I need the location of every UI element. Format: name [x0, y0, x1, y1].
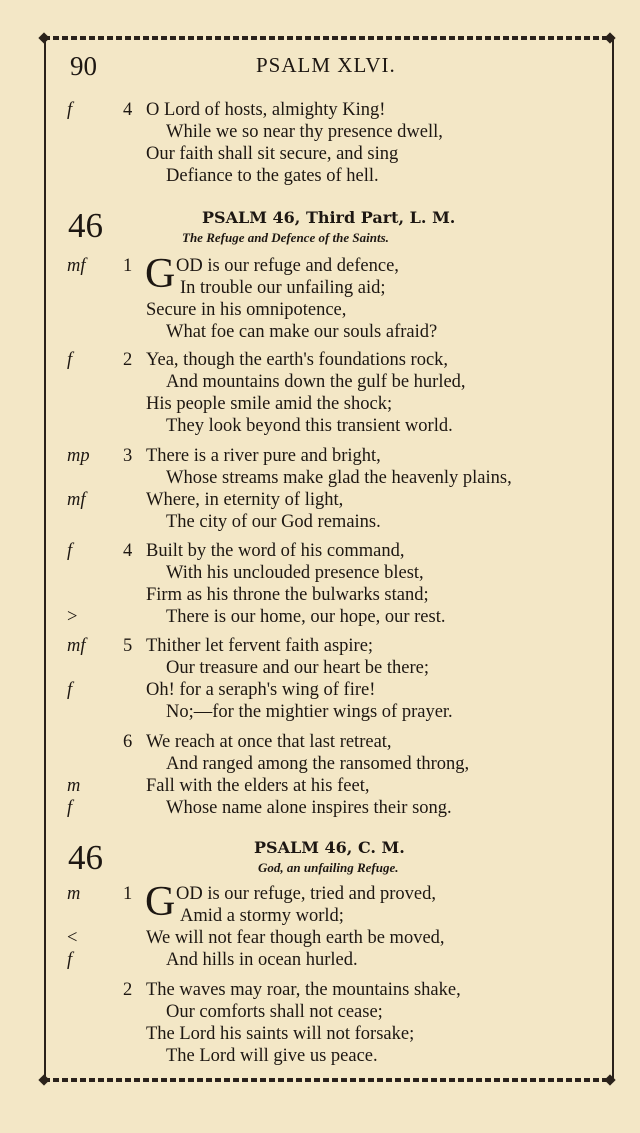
stanza-number: 2: [123, 980, 133, 1000]
verse-line: They look beyond this transient world.: [166, 416, 453, 436]
stanza-number: 4: [123, 541, 133, 561]
verse-line: In trouble our unfailing aid;: [180, 278, 386, 298]
dynamic-marking: f: [67, 350, 73, 370]
hymn-number: 46: [68, 838, 103, 877]
verse-line: No;—for the mightier wings of prayer.: [166, 702, 453, 722]
running-head: PSALM XLVI.: [256, 53, 396, 77]
stanza-number: 3: [123, 446, 133, 466]
verse-line: OD is our refuge and defence,: [176, 256, 399, 276]
dynamic-marking: m: [67, 776, 81, 796]
stanza-number: 4: [123, 100, 133, 120]
stanza-number: 2: [123, 350, 133, 370]
dynamic-marking: f: [67, 100, 73, 120]
hymn-subtitle: The Refuge and Defence of the Saints.: [182, 230, 389, 245]
verse-line: The city of our God remains.: [166, 512, 381, 532]
verse-line: O Lord of hosts, almighty King!: [146, 100, 386, 120]
verse-line: The Lord will give us peace.: [166, 1046, 378, 1066]
verse-line: Built by the word of his command,: [146, 541, 405, 561]
verse-line: His people smile amid the shock;: [146, 394, 393, 414]
verse-line: And ranged among the ransomed throng,: [166, 754, 470, 774]
drop-cap: G: [145, 879, 176, 925]
verse-line: There is a river pure and bright,: [146, 446, 381, 466]
verse-line: Our treasure and our heart be there;: [166, 658, 429, 678]
dynamic-marking: mf: [67, 256, 86, 276]
dynamic-marking: mp: [67, 446, 90, 466]
dynamic-marking: mf: [67, 490, 86, 510]
stanza-number: 1: [123, 884, 133, 904]
verse-line: Fall with the elders at his feet,: [146, 776, 370, 796]
verse-line: Secure in his omnipotence,: [146, 300, 347, 320]
verse-line: Amid a stormy world;: [180, 906, 344, 926]
page-number: 90: [70, 51, 97, 81]
verse-line: The Lord his saints will not forsake;: [146, 1024, 415, 1044]
verse-line: Our comforts shall not cease;: [166, 1002, 383, 1022]
stanza-number: 5: [123, 636, 133, 656]
verse-line: Thither let fervent faith aspire;: [146, 636, 374, 656]
verse-line: OD is our refuge, tried and proved,: [176, 884, 436, 904]
accent-marking: <: [67, 928, 78, 948]
drop-cap: G: [145, 251, 176, 297]
verse-line: Whose name alone inspires their song.: [166, 798, 452, 818]
stanza-number: 6: [123, 732, 133, 752]
dynamic-marking: f: [67, 798, 73, 818]
stanza-number: 1: [123, 256, 133, 276]
verse-line: And mountains down the gulf be hurled,: [166, 372, 466, 392]
accent-marking: >: [67, 607, 78, 627]
verse-line: Our faith shall sit secure, and sing: [146, 144, 399, 164]
verse-line: There is our home, our hope, our rest.: [166, 607, 446, 627]
verse-line: And hills in ocean hurled.: [166, 950, 358, 970]
verse-line: While we so near thy presence dwell,: [166, 122, 443, 142]
verse-line: What foe can make our souls afraid?: [166, 322, 438, 342]
dynamic-marking: f: [67, 680, 73, 700]
verse-line: Oh! for a seraph's wing of fire!: [146, 680, 376, 700]
verse-line: Defiance to the gates of hell.: [166, 166, 379, 186]
dynamic-marking: mf: [67, 636, 86, 656]
dynamic-marking: f: [67, 541, 73, 561]
verse-line: Whose streams make glad the heavenly plains,: [166, 468, 512, 488]
dynamic-marking: f: [67, 950, 73, 970]
verse-line: Where, in eternity of light,: [146, 490, 344, 510]
hymn-title: PSALM 46, C. M.: [254, 838, 405, 857]
hymn-number: 46: [68, 206, 103, 245]
hymn-title: PSALM 46, Third Part, L. M.: [202, 208, 456, 227]
verse-line: With his unclouded presence blest,: [166, 563, 424, 583]
verse-line: Yea, though the earth's foundations rock,: [146, 350, 449, 370]
verse-line: Firm as his throne the bulwarks stand;: [146, 585, 429, 605]
verse-line: We will not fear though earth be moved,: [146, 928, 445, 948]
hymn-subtitle: God, an unfailing Refuge.: [258, 860, 399, 875]
dynamic-marking: m: [67, 884, 81, 904]
verse-line: The waves may roar, the mountains shake,: [146, 980, 461, 1000]
verse-line: We reach at once that last retreat,: [146, 732, 392, 752]
